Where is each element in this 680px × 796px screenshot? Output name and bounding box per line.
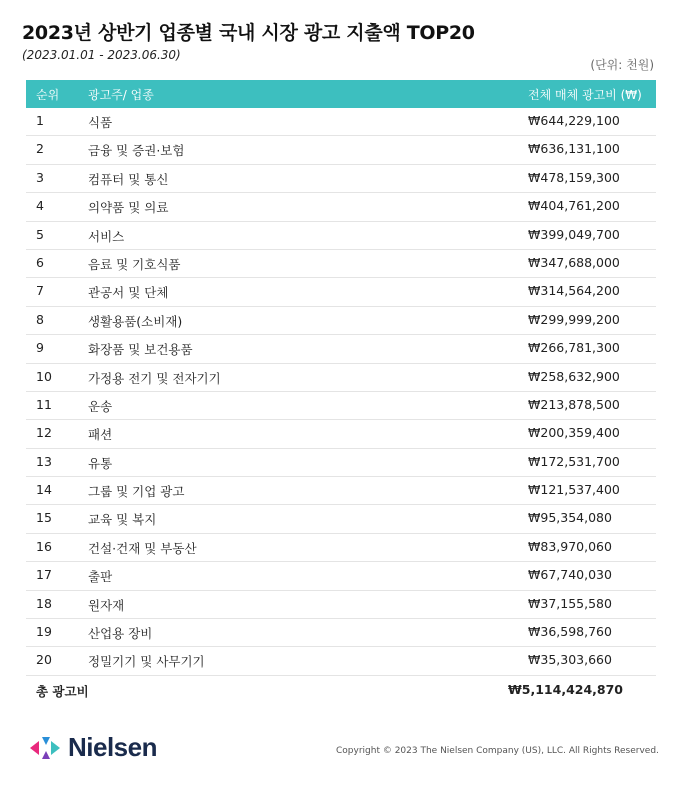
- category-cell: 패션: [88, 427, 113, 443]
- unit-label: (단위: 천원): [590, 58, 654, 72]
- rank-cell: 8: [36, 311, 44, 327]
- rank-cell: 16: [36, 538, 52, 554]
- spend-cell: ₩36,598,760: [528, 624, 612, 640]
- category-cell: 금융 및 증권·보험: [88, 143, 185, 159]
- table-row: [26, 136, 656, 164]
- rank-cell: 9: [36, 340, 44, 356]
- table-row: [26, 647, 656, 675]
- rank-cell: 13: [36, 453, 52, 469]
- spend-cell: ₩172,531,700: [528, 453, 620, 469]
- category-cell: 서비스: [88, 228, 125, 244]
- category-cell: 산업용 장비: [88, 626, 153, 642]
- spend-cell: ₩67,740,030: [528, 567, 612, 583]
- category-cell: 교육 및 복지: [88, 512, 157, 528]
- category-cell: 관공서 및 단체: [88, 285, 169, 301]
- category-cell: 가정용 전기 및 전자기기: [88, 370, 221, 386]
- rank-cell: 1: [36, 113, 44, 128]
- category-cell: 그룹 및 기업 광고: [88, 484, 185, 500]
- spend-cell: ₩399,049,700: [528, 226, 620, 242]
- date-range: (2023.01.01 - 2023.06.30): [22, 48, 181, 62]
- rank-cell: 7: [36, 283, 44, 299]
- table-row: [26, 505, 656, 533]
- category-cell: 정밀기기 및 사무기기: [88, 654, 205, 670]
- table-row: [26, 477, 656, 505]
- spend-cell: ₩37,155,580: [528, 595, 612, 611]
- copyright-text: Copyright © 2023 The Nielsen Company (US), LLC. All Rights Reserved.: [336, 746, 659, 756]
- rank-cell: 19: [36, 624, 52, 640]
- table-row: [26, 193, 656, 221]
- category-cell: 건설·건재 및 부동산: [88, 540, 197, 556]
- table-row: [26, 165, 656, 193]
- spend-cell: ₩636,131,100: [528, 141, 620, 157]
- category-cell: 의약품 및 의료: [88, 200, 169, 216]
- spend-cell: ₩314,564,200: [528, 283, 620, 299]
- rank-cell: 18: [36, 595, 52, 611]
- total-row: [26, 676, 656, 704]
- category-cell: 출판: [88, 569, 113, 585]
- column-header-category: 광고주/ 업종: [88, 88, 154, 102]
- table-header: [26, 80, 656, 108]
- table-row: [26, 392, 656, 420]
- rank-cell: 12: [36, 425, 52, 441]
- rank-cell: 3: [36, 169, 44, 185]
- rank-cell: 20: [36, 652, 52, 668]
- category-cell: 화장품 및 보건용품: [88, 342, 193, 358]
- spend-cell: ₩83,970,060: [528, 538, 612, 554]
- table-row: [26, 108, 656, 136]
- column-header-spend: 전체 매체 광고비 (₩): [528, 88, 642, 102]
- rank-cell: 6: [36, 254, 44, 270]
- category-cell: 원자재: [88, 597, 125, 613]
- nielsen-logo: [28, 732, 157, 763]
- spend-cell: ₩266,781,300: [528, 340, 620, 356]
- page-title: 2023년 상반기 업종별 국내 시장 광고 지출액 TOP20: [22, 22, 475, 44]
- table-row: [26, 335, 656, 363]
- rank-cell: 5: [36, 226, 44, 242]
- rank-cell: 4: [36, 198, 44, 214]
- ad-spend-table: [26, 80, 656, 704]
- spend-cell: ₩404,761,200: [528, 198, 620, 214]
- spend-cell: ₩644,229,100: [528, 113, 620, 128]
- table-row: [26, 250, 656, 278]
- table-row: [26, 278, 656, 306]
- spend-cell: ₩299,999,200: [528, 311, 620, 327]
- rank-cell: 10: [36, 368, 52, 384]
- spend-cell: ₩35,303,660: [528, 652, 612, 668]
- spend-cell: ₩347,688,000: [528, 254, 620, 270]
- column-header-rank: 순위: [36, 88, 60, 102]
- category-cell: 운송: [88, 398, 113, 414]
- brand-name: Nielsen: [68, 732, 157, 762]
- rank-cell: 2: [36, 141, 44, 157]
- category-cell: 식품: [88, 115, 113, 130]
- table-row: [26, 591, 656, 619]
- spend-cell: ₩95,354,080: [528, 510, 612, 526]
- category-cell: 유통: [88, 455, 113, 471]
- category-cell: 음료 및 기호식품: [88, 256, 181, 272]
- rank-cell: 17: [36, 567, 52, 583]
- table-row: [26, 420, 656, 448]
- spend-cell: ₩213,878,500: [528, 396, 620, 412]
- nielsen-arrows-icon: [28, 735, 62, 761]
- table-row: [26, 449, 656, 477]
- spend-cell: ₩200,359,400: [528, 425, 620, 441]
- table-row: [26, 307, 656, 335]
- spend-cell: ₩478,159,300: [528, 169, 620, 185]
- category-cell: 컴퓨터 및 통신: [88, 171, 169, 187]
- category-cell: 생활용품(소비재): [88, 313, 183, 329]
- total-label: 총 광고비: [36, 683, 89, 699]
- rank-cell: 11: [36, 396, 52, 412]
- rank-cell: 15: [36, 510, 52, 526]
- table-row: [26, 534, 656, 562]
- table-row: [26, 619, 656, 647]
- spend-cell: ₩258,632,900: [528, 368, 620, 384]
- total-value: ₩5,114,424,870: [508, 681, 624, 697]
- table-row: [26, 222, 656, 250]
- rank-cell: 14: [36, 482, 52, 498]
- table-row: [26, 562, 656, 590]
- table-row: [26, 364, 656, 392]
- spend-cell: ₩121,537,400: [528, 482, 620, 498]
- table-body: [26, 108, 656, 676]
